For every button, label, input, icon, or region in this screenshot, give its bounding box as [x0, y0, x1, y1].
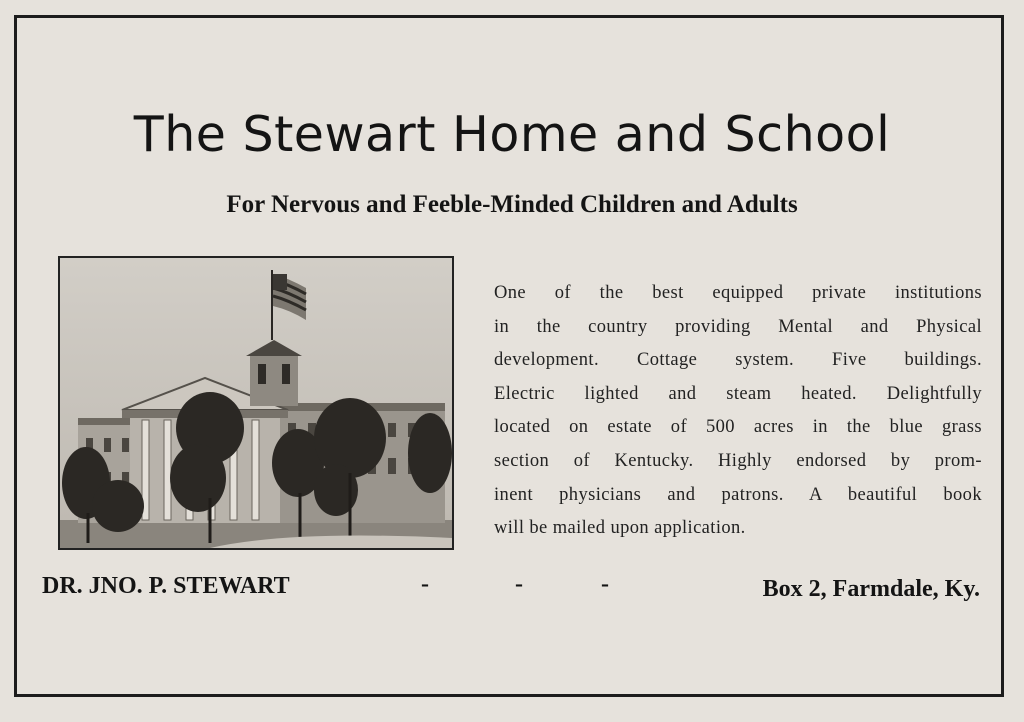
body-line: inent physicians and patrons. A beautiful book	[494, 484, 982, 505]
ad-body-text	[494, 277, 982, 546]
body-line: located on estate of 500 acres in the blue grass	[494, 417, 982, 438]
ad-subtitle: For Nervous and Feeble-Minded Children and Adults	[226, 191, 798, 218]
contact-name: DR. JNO. P. STEWART	[42, 573, 290, 599]
body-line: Electric lighted and steam heated. Delightfully	[494, 383, 982, 404]
school-building-photo	[58, 256, 454, 550]
body-line: section of Kentucky. Highly endorsed by prom-	[494, 450, 982, 471]
separator-dash: -	[421, 571, 429, 597]
body-line: development. Cottage system. Five buildings.	[494, 350, 982, 371]
separator-dash: -	[601, 571, 609, 597]
school-building-illustration	[60, 258, 452, 548]
contact-address: Box 2, Farmdale, Ky.	[762, 576, 980, 602]
body-line: will be mailed upon application.	[494, 518, 746, 539]
separator-dash: -	[515, 571, 523, 597]
body-line: One of the best equipped private institutions	[494, 283, 982, 303]
body-line: in the country providing Mental and Physical	[494, 316, 982, 337]
ad-title: The Stewart Home and School	[133, 106, 891, 163]
